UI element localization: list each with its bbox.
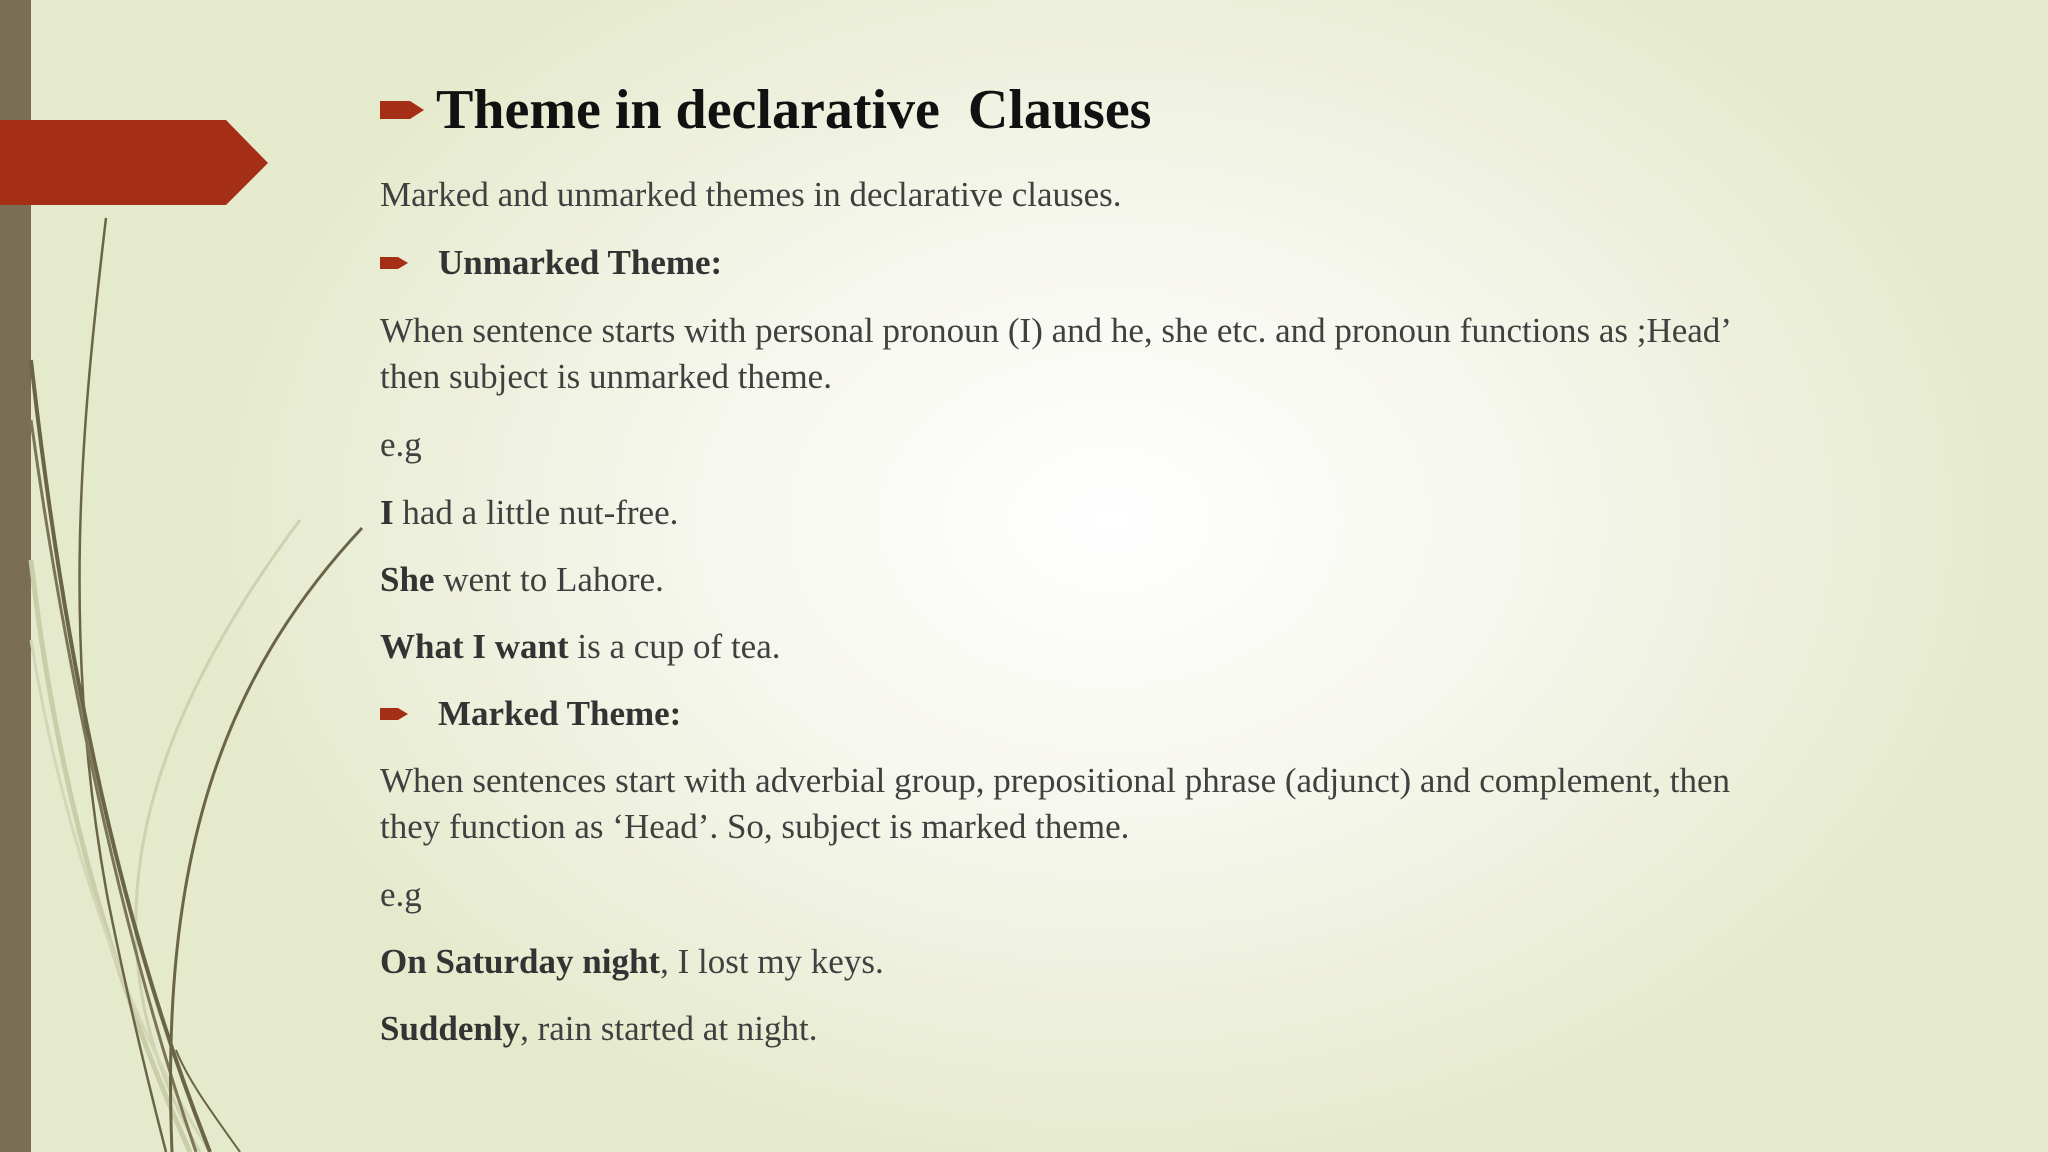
example-bold-part: What I want — [380, 627, 569, 666]
unmarked-example-2 — [380, 557, 664, 603]
unmarked-eg-label: e.g — [380, 425, 422, 464]
slide-title — [380, 79, 1152, 141]
left-accent-bar — [0, 0, 31, 1152]
example-bold-part: She — [380, 560, 435, 599]
marked-example-2 — [380, 1006, 818, 1052]
example-rest-part: is a cup of tea. — [568, 627, 781, 666]
arrow-banner-shape — [0, 120, 268, 205]
unmarked-theme-heading — [380, 240, 722, 286]
example-rest-part: , I lost my keys. — [660, 942, 884, 981]
arrow-bullet-icon — [380, 96, 424, 124]
unmarked-example-1 — [380, 490, 678, 536]
example-rest-part: , rain started at night. — [520, 1009, 818, 1048]
unmarked-description-line-1: When sentence starts with personal pronoun (I) and he, she etc. and pronoun functions as ;Head’ — [380, 311, 1732, 350]
arrow-bullet-icon — [380, 705, 408, 723]
marked-theme-heading-text: Marked Theme: — [438, 694, 682, 733]
arrow-bullet-icon — [380, 254, 408, 272]
example-rest-part: had a little nut-free. — [393, 493, 679, 532]
intro-text: Marked and unmarked themes in declarative clauses. — [380, 175, 1122, 214]
slide-title-text: Theme in declarative Clauses — [436, 79, 1152, 141]
example-bold-part: On Saturday night — [380, 942, 661, 981]
example-bold-part: I — [380, 493, 394, 532]
marked-description-line-2: they function as ‘Head’. So, subject is marked theme. — [380, 807, 1130, 846]
example-bold-part: Suddenly — [380, 1009, 521, 1048]
marked-theme-heading — [380, 691, 681, 737]
marked-eg-label: e.g — [380, 875, 422, 914]
example-rest-part: went to Lahore. — [434, 560, 664, 599]
unmarked-theme-heading-text: Unmarked Theme: — [438, 243, 723, 282]
unmarked-example-3 — [380, 624, 781, 670]
marked-example-1 — [380, 939, 884, 985]
unmarked-description-line-2: then subject is unmarked theme. — [380, 357, 832, 396]
marked-description-line-1: When sentences start with adverbial group, prepositional phrase (adjunct) and complement, then — [380, 761, 1730, 800]
